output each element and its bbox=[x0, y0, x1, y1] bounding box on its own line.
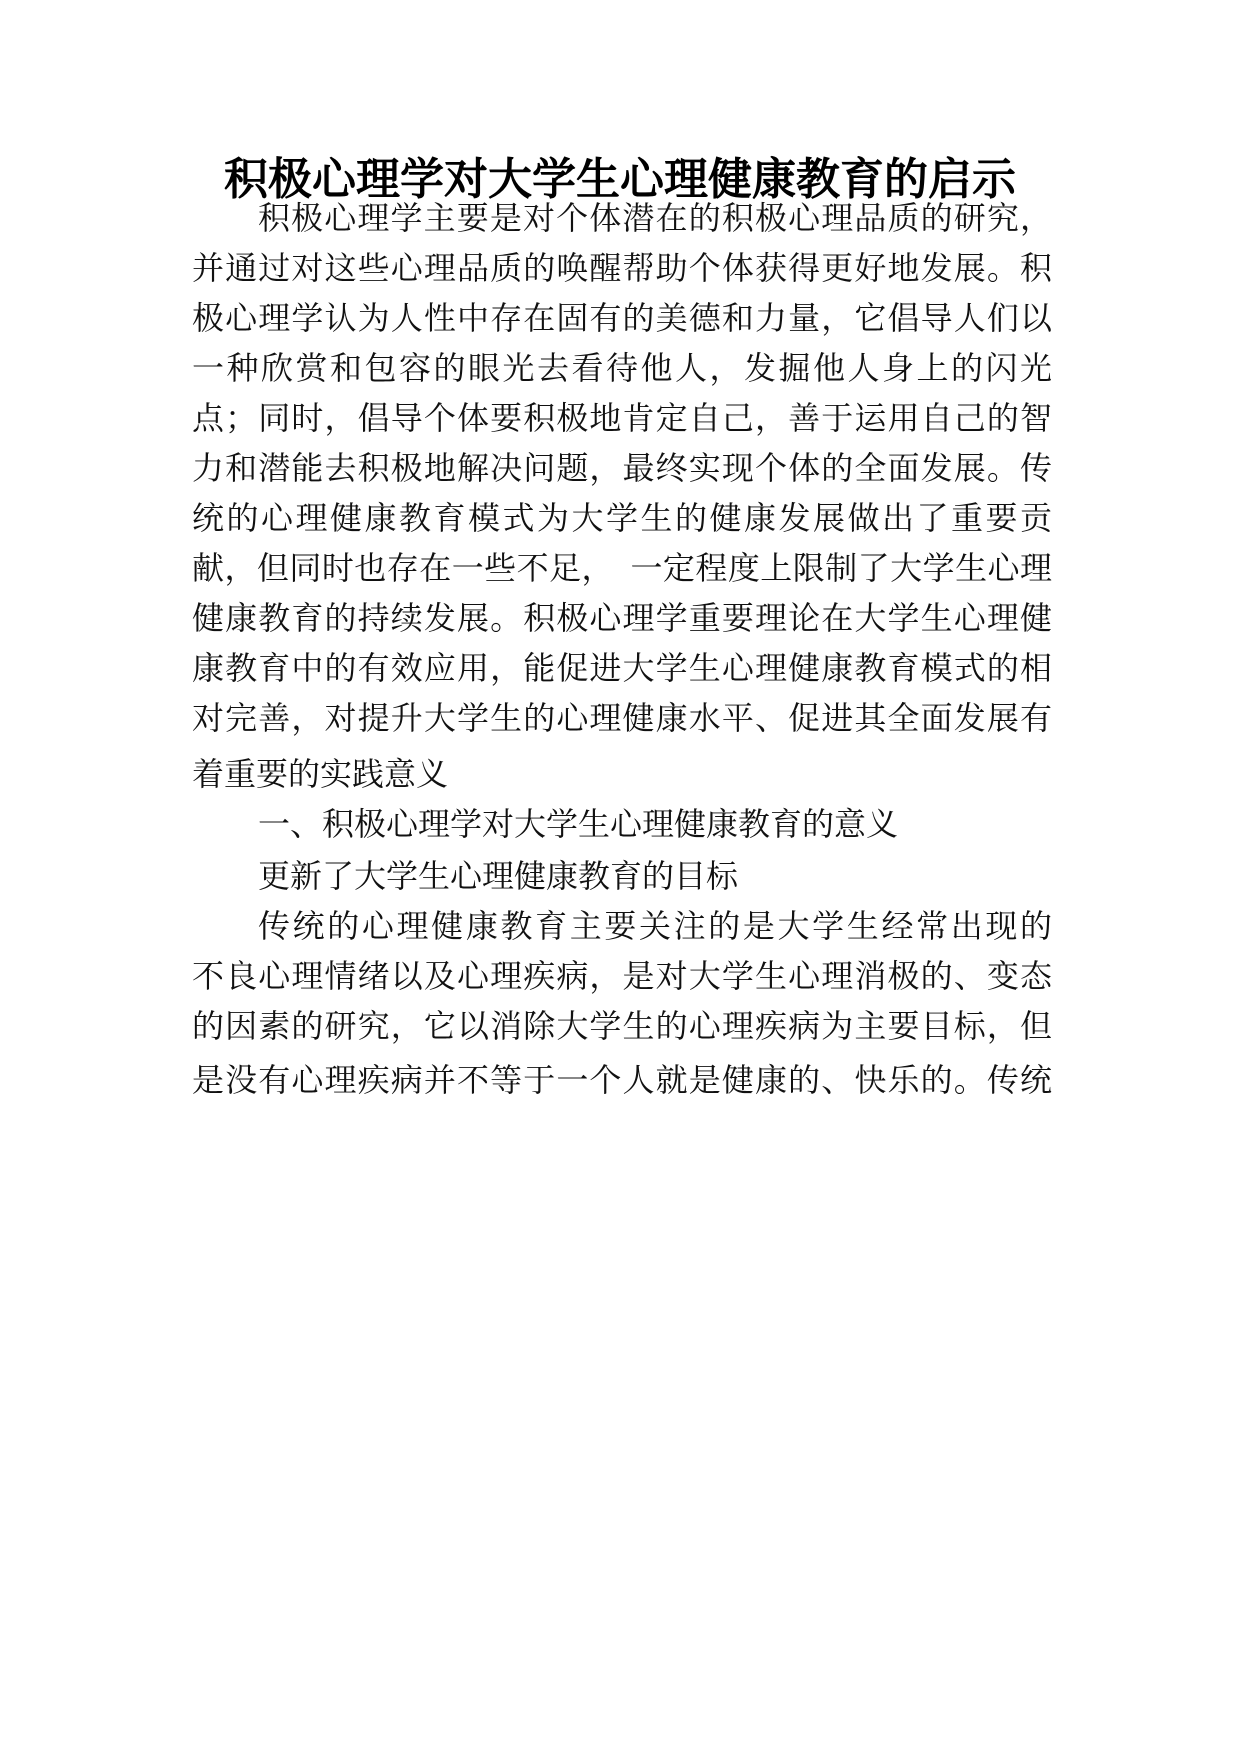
paragraph-line: 一种欣赏和包容的眼光去看待他人，发掘他人身上的闪光 bbox=[192, 349, 1052, 387]
paragraph-line: 力和潜能去积极地解决问题，最终实现个体的全面发展。传 bbox=[192, 449, 1052, 487]
paragraph-line: 并通过对这些心理品质的唤醒帮助个体获得更好地发展。积 bbox=[192, 249, 1052, 287]
paragraph-line: 点；同时，倡导个体要积极地肯定自己，善于运用自己的智 bbox=[192, 399, 1052, 437]
section-heading: 一、积极心理学对大学生心理健康教育的意义 bbox=[258, 805, 899, 843]
paragraph-line: 献，但同时也存在一些不足， 一定程度上限制了大学生心理 bbox=[192, 549, 1052, 587]
section-subheading: 更新了大学生心理健康教育的目标 bbox=[258, 857, 739, 895]
paragraph-line: 极心理学认为人性中存在固有的美德和力量，它倡导人们以 bbox=[192, 299, 1052, 337]
paragraph-line: 健康教育的持续发展。积极心理学重要理论在大学生心理健 bbox=[192, 599, 1052, 637]
paragraph-line: 积极心理学主要是对个体潜在的积极心理品质的研究， bbox=[258, 199, 1052, 237]
paragraph-line: 的因素的研究，它以消除大学生的心理疾病为主要目标，但 bbox=[192, 1007, 1052, 1045]
paragraph-line: 着重要的实践意义 bbox=[192, 755, 449, 793]
paragraph-line: 康教育中的有效应用，能促进大学生心理健康教育模式的相 bbox=[192, 649, 1052, 687]
paragraph-line: 传统的心理健康教育主要关注的是大学生经常出现的 bbox=[258, 907, 1052, 945]
document-title: 积极心理学对大学生心理健康教育的启示 bbox=[224, 154, 1016, 205]
paragraph-line: 统的心理健康教育模式为大学生的健康发展做出了重要贡 bbox=[192, 499, 1052, 537]
paragraph-line: 对完善，对提升大学生的心理健康水平、促进其全面发展有 bbox=[192, 699, 1052, 737]
paragraph-line: 不良心理情绪以及心理疾病，是对大学生心理消极的、变态 bbox=[192, 957, 1052, 995]
paragraph-line: 是没有心理疾病并不等于一个人就是健康的、快乐的。传统 bbox=[192, 1061, 1052, 1099]
